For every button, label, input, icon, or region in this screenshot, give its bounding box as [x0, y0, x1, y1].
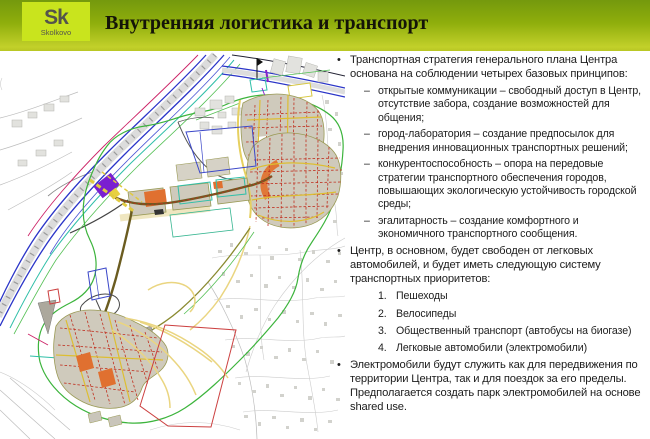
- list-number: 1.: [378, 290, 387, 303]
- masterplan-map-svg: [0, 51, 345, 439]
- dash-marker: –: [364, 128, 370, 141]
- skolkovo-logo: [22, 2, 90, 41]
- priority-public-transport: [378, 325, 645, 338]
- bullet-marker: •: [337, 244, 341, 257]
- list-item-text: Велосипеды: [396, 307, 457, 320]
- list-number: 4.: [378, 342, 387, 355]
- priority-pedestrians: [378, 290, 645, 303]
- principle-city-laboratory: [364, 128, 645, 155]
- list-item-text: Пешеходы: [396, 290, 448, 303]
- sub-bullet-text: эгалитарность – создание комфортного и экономичного транспортного сообщения.: [378, 214, 579, 241]
- list-item-text: Легковые автомобили (электромобили): [396, 342, 587, 355]
- dash-marker: –: [364, 158, 370, 171]
- priority-bicycles: [378, 308, 645, 321]
- bullet-car-free-center: [337, 245, 645, 287]
- district-east: [246, 133, 342, 228]
- principle-competitiveness: [364, 158, 645, 212]
- sub-bullet-text: открытые коммуникации – свободный доступ в Центр, отсутствие забора, создание возможностей для общения;: [378, 84, 641, 124]
- masterplan-map: [0, 51, 345, 439]
- logo-name: Skolkovo: [40, 27, 72, 37]
- bullet-electric-vehicles: [337, 359, 645, 415]
- list-number: 3.: [378, 324, 387, 337]
- sub-bullet-text: конкурентоспособность – опора на передовые стратегии транспортного обеспечения городов, повышающих экологическую устойчивость городской среды;: [378, 158, 637, 211]
- list-item-text: Общественный транспорт (автобусы на биогазе): [396, 324, 632, 337]
- header-banner: [0, 0, 650, 51]
- bullet-text: Центр, в основном, будет свободен от легковых автомобилей, и будет иметь следующую систему транспортных приоритетов:: [350, 244, 601, 285]
- bullet-marker: •: [337, 54, 341, 66]
- bullet-marker: •: [337, 359, 341, 372]
- bullet-transport-strategy: [337, 54, 645, 82]
- slide-title: Внутренняя логистика и транспорт: [105, 11, 429, 34]
- dash-marker: –: [364, 84, 370, 97]
- bullet-text: Электромобили будут служить как для передвижения по территории Центра, так и для поездок за его пределы. Предполагается создать парк электромобилей на основе shared use.: [350, 359, 641, 414]
- dash-marker: –: [364, 214, 370, 227]
- bullet-text: Транспортная стратегия генерального плана Центра основана на соблюдении четырех базовых принципов:: [350, 54, 628, 80]
- sub-bullet-text: город-лаборатория – создание предпосылок для внедрения инновационных транспортных решений;: [378, 128, 628, 154]
- list-number: 2.: [378, 307, 387, 320]
- principle-open-communications: [364, 85, 645, 125]
- slide-body-text: [337, 54, 645, 418]
- principle-egalitarian: [364, 215, 645, 242]
- logo-mark: Sk: [44, 5, 68, 29]
- priority-cars: [378, 342, 645, 355]
